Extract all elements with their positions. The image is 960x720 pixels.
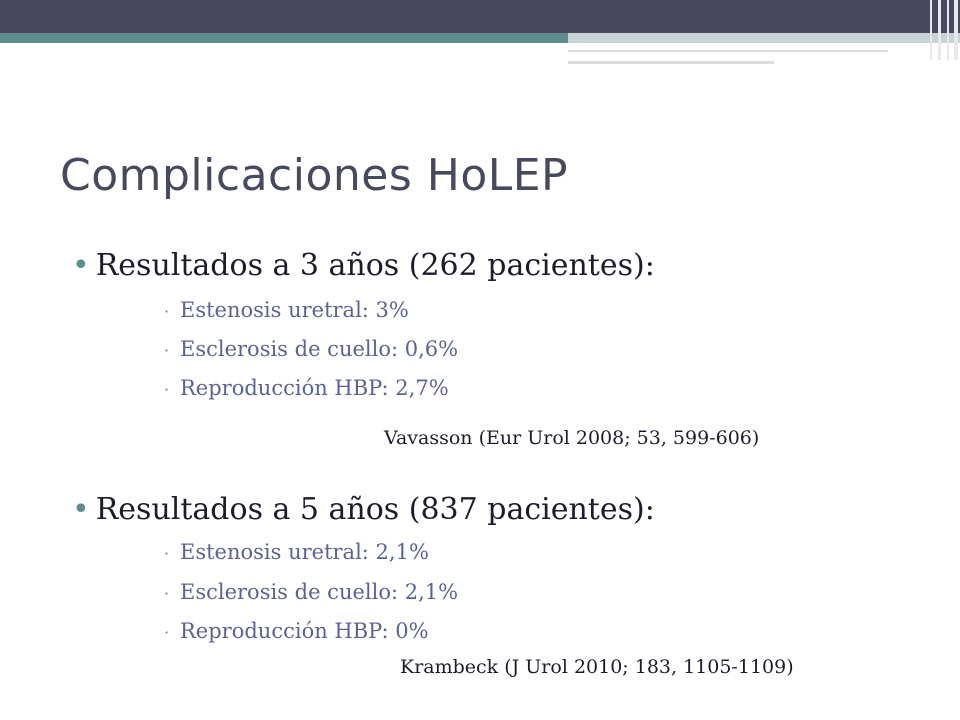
banner-accent-bar-light — [568, 33, 960, 43]
section-heading — [72, 492, 655, 527]
citation: Krambeck (J Urol 2010; 183, 1105-1109) — [400, 656, 794, 678]
bullet-icon: · — [164, 544, 170, 563]
list-item — [164, 619, 429, 643]
list-item — [164, 298, 409, 322]
list-item-text: Esclerosis de cuello: 0,6% — [180, 337, 459, 361]
bullet-icon: · — [164, 584, 170, 603]
bullet-icon: · — [164, 341, 170, 360]
bullet-icon: · — [164, 380, 170, 399]
list-item — [164, 337, 458, 361]
banner-accent-bar — [0, 33, 568, 43]
list-item-text: Reproducción HBP: 0% — [180, 619, 429, 643]
list-item-text: Estenosis uretral: 3% — [180, 298, 409, 322]
citation: Vavasson (Eur Urol 2008; 53, 599-606) — [384, 427, 760, 449]
bullet-icon: • — [72, 248, 90, 283]
banner-rule — [568, 50, 888, 52]
bullet-icon: • — [72, 492, 90, 527]
bullet-icon: · — [164, 623, 170, 642]
list-item — [164, 540, 429, 564]
list-item — [164, 376, 449, 400]
section-heading — [72, 248, 655, 283]
banner-stripes — [928, 0, 960, 60]
list-item-text: Esclerosis de cuello: 2,1% — [180, 580, 459, 604]
top-banner — [0, 0, 960, 33]
list-item-text: Estenosis uretral: 2,1% — [180, 540, 429, 564]
bullet-icon: · — [164, 302, 170, 321]
list-item-text: Reproducción HBP: 2,7% — [180, 376, 449, 400]
section-heading-text: Resultados a 3 años (262 pacientes): — [95, 248, 655, 283]
section-heading-text: Resultados a 5 años (837 pacientes): — [95, 492, 655, 527]
slide-title: Complicaciones HoLEP — [60, 150, 569, 201]
list-item — [164, 580, 458, 604]
banner-rule — [568, 61, 774, 64]
